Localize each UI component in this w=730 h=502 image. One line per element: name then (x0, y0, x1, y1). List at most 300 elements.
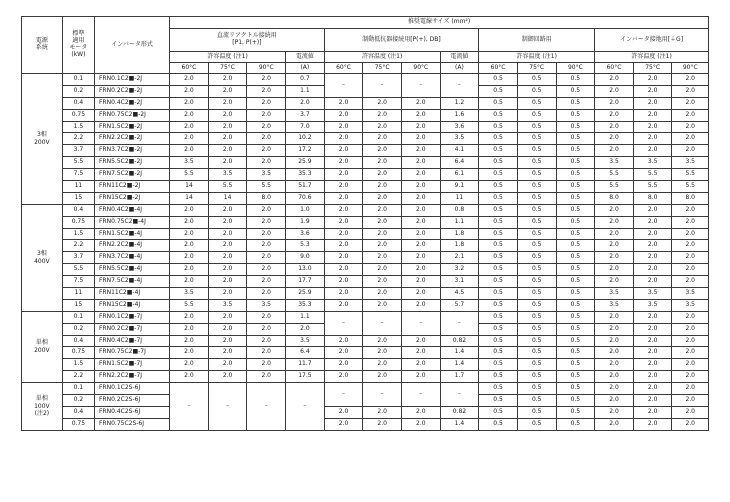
wire-size-cell: 2.0 (595, 276, 634, 288)
wire-size-cell: 1.4 (440, 359, 479, 371)
inverter-model-cell: FRN2.2C2■-7J (94, 371, 169, 383)
wire-size-cell: 0.5 (479, 192, 518, 204)
wire-size-cell: 2.0 (401, 133, 440, 145)
wire-size-cell: 8.0 (672, 192, 709, 204)
table-row (22, 240, 709, 252)
wire-size-cell: 0.82 (440, 406, 479, 418)
wire-size-cell: 2.0 (247, 109, 286, 121)
wire-size-cell: 2.0 (672, 359, 709, 371)
inverter-model-cell: FRN15C2■-2J (94, 192, 169, 204)
wire-size-cell: 2.0 (672, 204, 709, 216)
wire-size-cell: 2.0 (633, 145, 672, 157)
table-row (22, 74, 709, 86)
wire-size-cell: 0.5 (556, 299, 595, 311)
wire-size-cell: 0.5 (517, 406, 556, 418)
wire-size-cell: – (170, 383, 209, 431)
wire-size-cell: – (401, 74, 440, 98)
wire-size-cell: 2.0 (363, 204, 402, 216)
wire-size-cell: 0.5 (556, 288, 595, 300)
wire-size-cell: 17.5 (286, 371, 325, 383)
wire-size-cell: 2.0 (324, 418, 363, 430)
wire-size-cell: 9.1 (440, 181, 479, 193)
wire-size-cell: 2.0 (401, 145, 440, 157)
wire-size-cell: 2.0 (595, 383, 634, 395)
motor-kw-cell: 11 (62, 181, 94, 193)
wire-size-cell: 3.5 (672, 299, 709, 311)
wire-size-cell: 2.0 (672, 97, 709, 109)
wire-size-cell: 2.0 (595, 371, 634, 383)
wire-size-cell: 2.0 (363, 109, 402, 121)
header-ground: インバータ接地用[⏚G] (595, 29, 709, 52)
wire-size-cell: 2.0 (208, 264, 247, 276)
wire-size-cell: 0.5 (517, 311, 556, 323)
wire-size-cell: 17.2 (286, 145, 325, 157)
inverter-model-cell: FRN1.5C2■-2J (94, 121, 169, 133)
wire-size-cell: 2.0 (595, 359, 634, 371)
wire-size-cell: 2.0 (247, 74, 286, 86)
wire-size-cell: 25.9 (286, 288, 325, 300)
wire-size-cell: 5.5 (595, 169, 634, 181)
wire-size-cell: – (324, 383, 363, 407)
wire-size-cell: 2.0 (633, 323, 672, 335)
wire-size-cell: 0.5 (517, 204, 556, 216)
wire-size-cell: 2.0 (595, 109, 634, 121)
header-current-unit-braking: (A) (440, 63, 479, 74)
header-current-braking: 電流値 (440, 52, 479, 63)
wire-size-cell: 2.0 (595, 347, 634, 359)
wire-size-cell: 0.5 (556, 418, 595, 430)
wire-size-cell: 5.5 (170, 169, 209, 181)
wire-size-cell: 14 (208, 192, 247, 204)
table-row (22, 264, 709, 276)
wire-size-cell: 0.5 (479, 157, 518, 169)
inverter-model-cell: FRN0.75C2S-6J (94, 418, 169, 430)
wire-size-cell: 0.5 (479, 240, 518, 252)
wire-size-cell: 0.5 (517, 228, 556, 240)
wire-size-cell: 2.0 (401, 371, 440, 383)
wire-size-cell: 2.0 (247, 133, 286, 145)
table-row (22, 192, 709, 204)
wire-size-cell: 1.9 (286, 216, 325, 228)
wire-size-cell: 0.5 (479, 121, 518, 133)
header-temp-75-control: 75°C (517, 63, 556, 74)
wire-size-cell: 3.6 (440, 121, 479, 133)
wire-size-cell: 2.0 (633, 216, 672, 228)
wire-size-cell: 2.0 (672, 311, 709, 323)
wire-size-cell: 0.5 (479, 97, 518, 109)
wire-size-cell: 0.5 (517, 74, 556, 86)
wire-size-cell: 0.5 (479, 216, 518, 228)
wire-size-cell: 2.0 (170, 121, 209, 133)
wire-size-cell: 0.5 (479, 347, 518, 359)
wire-size-cell: 2.0 (208, 157, 247, 169)
wire-size-cell: 3.5 (208, 299, 247, 311)
motor-kw-cell: 0.2 (62, 85, 94, 97)
wire-size-cell: 2.0 (324, 133, 363, 145)
wire-size-cell: 2.0 (208, 288, 247, 300)
wire-size-cell: – (208, 383, 247, 431)
wire-size-cell: 2.0 (672, 347, 709, 359)
wire-size-cell: 0.7 (286, 74, 325, 86)
table-row (22, 169, 709, 181)
header-allowable-temp-braking: 許容温度 (注1) (324, 52, 440, 63)
inverter-model-cell: FRN1.5C2■-7J (94, 359, 169, 371)
wire-size-cell: 2.0 (208, 359, 247, 371)
motor-kw-cell: 0.4 (62, 204, 94, 216)
wire-size-cell: 0.5 (479, 133, 518, 145)
power-system-cell: 3相 200V (22, 74, 63, 205)
inverter-model-cell: FRN0.75C2■-2J (94, 109, 169, 121)
wire-size-cell: 0.5 (479, 74, 518, 86)
wire-size-cell: 2.0 (633, 395, 672, 407)
table-row (22, 109, 709, 121)
table-row (22, 204, 709, 216)
wire-size-cell: 2.0 (324, 371, 363, 383)
wire-size-cell: 0.5 (517, 347, 556, 359)
inverter-model-cell: FRN3.7C2■-2J (94, 145, 169, 157)
table-row (22, 383, 709, 395)
wire-size-cell: 2.0 (170, 74, 209, 86)
wire-size-cell: 0.5 (479, 418, 518, 430)
wire-size-cell: 70.6 (286, 192, 325, 204)
wire-size-cell: 0.5 (517, 252, 556, 264)
header-temp-75-braking: 75°C (363, 63, 402, 74)
wire-size-cell: 2.0 (633, 418, 672, 430)
wire-size-cell: 2.0 (672, 85, 709, 97)
wire-size-cell: 3.5 (595, 299, 634, 311)
wire-size-cell: 2.0 (401, 359, 440, 371)
wire-size-cell: 2.0 (595, 323, 634, 335)
wire-size-cell: 2.0 (633, 359, 672, 371)
wire-size-cell: 0.5 (556, 359, 595, 371)
motor-kw-cell: 3.7 (62, 145, 94, 157)
wire-size-cell: – (401, 383, 440, 407)
wire-size-cell: 1.4 (440, 347, 479, 359)
wire-size-cell: 2.0 (401, 418, 440, 430)
wire-size-cell: 11 (440, 192, 479, 204)
wire-size-cell: 2.0 (401, 97, 440, 109)
wire-size-cell: 0.5 (479, 299, 518, 311)
table-row (22, 181, 709, 193)
inverter-model-cell: FRN0.4C2■-7J (94, 335, 169, 347)
motor-kw-cell: 0.1 (62, 383, 94, 395)
wire-size-cell: 2.0 (170, 109, 209, 121)
wire-size-cell: 2.0 (633, 240, 672, 252)
wire-size-cell: 2.0 (672, 264, 709, 276)
wire-size-cell: 3.5 (633, 288, 672, 300)
motor-kw-cell: 15 (62, 192, 94, 204)
wire-size-cell: 2.0 (595, 228, 634, 240)
header-current-unit-dc: (A) (286, 63, 325, 74)
wire-size-cell: 2.0 (170, 335, 209, 347)
wire-size-cell: 2.0 (595, 204, 634, 216)
inverter-model-cell: FRN11C2■-2J (94, 181, 169, 193)
wire-size-cell: 2.0 (401, 157, 440, 169)
wire-size-cell: 2.0 (401, 181, 440, 193)
wire-size-cell: 1.7 (440, 371, 479, 383)
wire-size-cell: 2.0 (672, 252, 709, 264)
wire-size-cell: 2.0 (633, 311, 672, 323)
wire-size-cell: 2.0 (401, 347, 440, 359)
header-allowable-temp-dc: 許容温度 (注1) (170, 52, 286, 63)
table-row (22, 145, 709, 157)
inverter-model-cell: FRN2.2C2■-2J (94, 133, 169, 145)
wire-size-cell: 0.5 (556, 109, 595, 121)
wire-size-cell: 0.5 (517, 109, 556, 121)
wire-size-cell: 2.0 (401, 335, 440, 347)
wire-size-cell: 2.0 (633, 252, 672, 264)
wire-size-cell: – (286, 383, 325, 431)
wire-size-cell: 0.5 (517, 371, 556, 383)
wire-size-cell: 0.5 (479, 264, 518, 276)
wire-size-cell: 2.0 (208, 347, 247, 359)
wire-size-cell: 2.0 (324, 347, 363, 359)
wire-size-cell: 2.0 (363, 228, 402, 240)
motor-kw-cell: 1.5 (62, 121, 94, 133)
wire-size-cell: 8.0 (633, 192, 672, 204)
inverter-model-cell: FRN11C2■-4J (94, 288, 169, 300)
wire-size-cell: 2.0 (208, 323, 247, 335)
wire-size-cell: 2.0 (247, 145, 286, 157)
inverter-model-cell: FRN0.1C2■-7J (94, 311, 169, 323)
wire-size-cell: 0.5 (556, 252, 595, 264)
wire-size-cell: 2.0 (324, 240, 363, 252)
wire-size-cell: 0.5 (556, 204, 595, 216)
header-motor-kw: 標準 適用 モータ (kW) (62, 17, 94, 74)
wire-size-cell: 1.1 (286, 311, 325, 323)
wire-size-cell: 2.0 (170, 323, 209, 335)
wire-size-cell: 2.0 (595, 216, 634, 228)
header-temp-60-ground: 60°C (595, 63, 634, 74)
wire-size-cell: 0.5 (479, 371, 518, 383)
wire-size-cell: 2.0 (401, 121, 440, 133)
wire-size-cell: 0.5 (517, 169, 556, 181)
motor-kw-cell: 2.2 (62, 133, 94, 145)
wire-size-cell: 0.5 (556, 97, 595, 109)
table-row (22, 228, 709, 240)
motor-kw-cell: 0.1 (62, 74, 94, 86)
wire-size-cell: 0.5 (556, 276, 595, 288)
wire-size-cell: 2.0 (208, 335, 247, 347)
wire-size-cell: 0.5 (479, 395, 518, 407)
wire-size-cell: 2.0 (170, 252, 209, 264)
wire-size-cell: 2.0 (324, 145, 363, 157)
wire-size-cell: 2.0 (595, 74, 634, 86)
wire-size-cell: 0.5 (517, 299, 556, 311)
wire-size-cell: 0.5 (556, 192, 595, 204)
wire-size-cell: 0.5 (479, 169, 518, 181)
wire-size-cell: – (401, 311, 440, 335)
wire-size-cell: 2.0 (401, 169, 440, 181)
wire-size-cell: 17.7 (286, 276, 325, 288)
wire-size-cell: 2.0 (208, 204, 247, 216)
wire-size-cell: 0.5 (517, 85, 556, 97)
wire-size-cell: 2.0 (247, 228, 286, 240)
wire-size-cell: 0.5 (517, 395, 556, 407)
inverter-model-cell: FRN7.5C2■-4J (94, 276, 169, 288)
wire-size-cell: 2.0 (633, 371, 672, 383)
wire-size-cell: 3.6 (286, 228, 325, 240)
wire-size-cell: 0.5 (479, 252, 518, 264)
wire-size-cell: 2.1 (440, 252, 479, 264)
wire-size-cell: 2.0 (324, 192, 363, 204)
wire-size-cell: 0.5 (517, 216, 556, 228)
wire-size-cell: 3.5 (247, 169, 286, 181)
wire-size-cell: 0.5 (517, 240, 556, 252)
motor-kw-cell: 11 (62, 288, 94, 300)
header-allowable-temp-control: 許容温度 (注1) (479, 52, 595, 63)
header-temp-60-dc: 60°C (170, 63, 209, 74)
wire-size-cell: 1.2 (440, 97, 479, 109)
table-row (22, 252, 709, 264)
wire-size-cell: 2.0 (208, 252, 247, 264)
wire-size-cell: 2.0 (363, 371, 402, 383)
wire-size-cell: 2.0 (595, 311, 634, 323)
wire-size-cell: 0.5 (479, 85, 518, 97)
wire-size-cell: 2.0 (324, 228, 363, 240)
wire-size-cell: 2.0 (595, 252, 634, 264)
wire-size-cell: 2.0 (633, 109, 672, 121)
wire-size-cell: 0.5 (517, 418, 556, 430)
wire-size-cell: 2.0 (324, 406, 363, 418)
wire-size-cell: 5.5 (633, 169, 672, 181)
wire-size-cell: 3.5 (595, 288, 634, 300)
wire-size-cell: 3.1 (440, 276, 479, 288)
wire-size-cell: 14 (170, 181, 209, 193)
wire-size-cell: 0.5 (556, 181, 595, 193)
wire-size-cell: 0.5 (517, 288, 556, 300)
wire-size-cell: 2.0 (170, 347, 209, 359)
wire-size-cell: 2.0 (363, 97, 402, 109)
wire-size-cell: 2.0 (672, 383, 709, 395)
inverter-model-cell: FRN7.5C2■-2J (94, 169, 169, 181)
wire-size-table (21, 16, 709, 431)
wire-size-cell: 0.5 (517, 157, 556, 169)
header-current-dc: 電流値 (286, 52, 325, 63)
table-row (22, 288, 709, 300)
wire-size-cell: 2.0 (672, 371, 709, 383)
motor-kw-cell: 0.2 (62, 323, 94, 335)
wire-size-cell: 1.1 (286, 85, 325, 97)
wire-size-cell: 2.0 (633, 406, 672, 418)
inverter-model-cell: FRN0.4C2■-4J (94, 204, 169, 216)
wire-size-cell: 3.5 (286, 335, 325, 347)
wire-size-cell: 2.0 (633, 347, 672, 359)
wire-size-cell: 0.5 (556, 133, 595, 145)
wire-size-cell: 2.0 (208, 145, 247, 157)
wire-size-cell: 2.0 (595, 145, 634, 157)
wire-size-cell: 2.0 (208, 97, 247, 109)
wire-size-cell: 2.0 (633, 85, 672, 97)
wire-size-cell: 0.5 (556, 406, 595, 418)
wire-size-cell: – (324, 311, 363, 335)
wire-size-cell: 2.0 (401, 264, 440, 276)
wire-size-cell: 2.0 (247, 121, 286, 133)
wire-size-cell: 2.0 (363, 276, 402, 288)
wire-size-cell: 2.0 (170, 204, 209, 216)
motor-kw-cell: 5.5 (62, 157, 94, 169)
wire-size-cell: 2.0 (208, 311, 247, 323)
table-row (22, 335, 709, 347)
motor-kw-cell: 1.5 (62, 359, 94, 371)
wire-size-cell: 35.3 (286, 299, 325, 311)
motor-kw-cell: 1.5 (62, 228, 94, 240)
wire-size-cell: – (440, 383, 479, 407)
wire-size-cell: 2.0 (401, 406, 440, 418)
wire-size-cell: 2.0 (247, 371, 286, 383)
wire-size-cell: 2.0 (633, 228, 672, 240)
header-control-circuit: 制御回路用 (479, 29, 595, 52)
wire-size-cell: 2.0 (595, 133, 634, 145)
wire-size-cell: 2.0 (170, 145, 209, 157)
inverter-model-cell: FRN0.4C2S-6J (94, 406, 169, 418)
motor-kw-cell: 3.7 (62, 252, 94, 264)
wire-size-cell: – (363, 74, 402, 98)
wire-size-cell: 35.3 (286, 169, 325, 181)
wire-size-cell: 2.0 (401, 288, 440, 300)
wire-size-cell: 2.0 (286, 97, 325, 109)
wire-size-cell: 2.0 (247, 288, 286, 300)
wire-size-cell: 3.5 (170, 288, 209, 300)
wire-size-cell: 2.0 (401, 192, 440, 204)
motor-kw-cell: 0.1 (62, 311, 94, 323)
wire-size-cell: 2.0 (247, 276, 286, 288)
wire-size-cell: 5.5 (247, 181, 286, 193)
wire-size-cell: 2.0 (208, 240, 247, 252)
wire-size-cell: 2.0 (363, 133, 402, 145)
table-row (22, 371, 709, 383)
wire-size-cell: 3.5 (672, 157, 709, 169)
wire-size-cell: 2.0 (247, 157, 286, 169)
header-inverter-model: インバータ形式 (94, 17, 169, 74)
wire-size-cell: 1.6 (440, 109, 479, 121)
wire-size-cell: 6.1 (440, 169, 479, 181)
header-temp-75-ground: 75°C (633, 63, 672, 74)
wire-size-cell: 0.5 (517, 97, 556, 109)
wire-size-cell: 2.0 (672, 145, 709, 157)
header-recommended-wire-size: 推奨電線サイズ (mm²) (170, 17, 709, 29)
wire-size-cell: 0.5 (556, 228, 595, 240)
wire-size-cell: 2.0 (401, 240, 440, 252)
wire-size-cell: 0.5 (517, 335, 556, 347)
wire-size-cell: 2.0 (633, 133, 672, 145)
wire-size-cell: 2.0 (324, 335, 363, 347)
wire-size-cell: 0.5 (556, 157, 595, 169)
motor-kw-cell: 0.75 (62, 216, 94, 228)
motor-kw-cell: 0.4 (62, 335, 94, 347)
wire-size-cell: 51.7 (286, 181, 325, 193)
wire-size-cell: 2.0 (401, 228, 440, 240)
wire-size-cell: – (247, 383, 286, 431)
table-row (22, 347, 709, 359)
table-row (22, 359, 709, 371)
wire-size-cell: 0.5 (556, 169, 595, 181)
wire-size-cell: 2.0 (170, 133, 209, 145)
motor-kw-cell: 7.5 (62, 169, 94, 181)
wire-size-cell: 1.8 (440, 240, 479, 252)
wire-size-cell: 2.0 (363, 335, 402, 347)
motor-kw-cell: 0.75 (62, 109, 94, 121)
wire-size-cell: 0.5 (556, 347, 595, 359)
wire-size-cell: 2.0 (672, 228, 709, 240)
wire-size-cell: 14 (170, 192, 209, 204)
wire-size-cell: 2.0 (595, 97, 634, 109)
wire-size-cell: – (363, 311, 402, 335)
motor-kw-cell: 7.5 (62, 276, 94, 288)
wire-size-cell: 2.0 (324, 264, 363, 276)
header-power-system: 電源 系統 (22, 17, 63, 74)
wire-size-cell: 0.5 (479, 323, 518, 335)
